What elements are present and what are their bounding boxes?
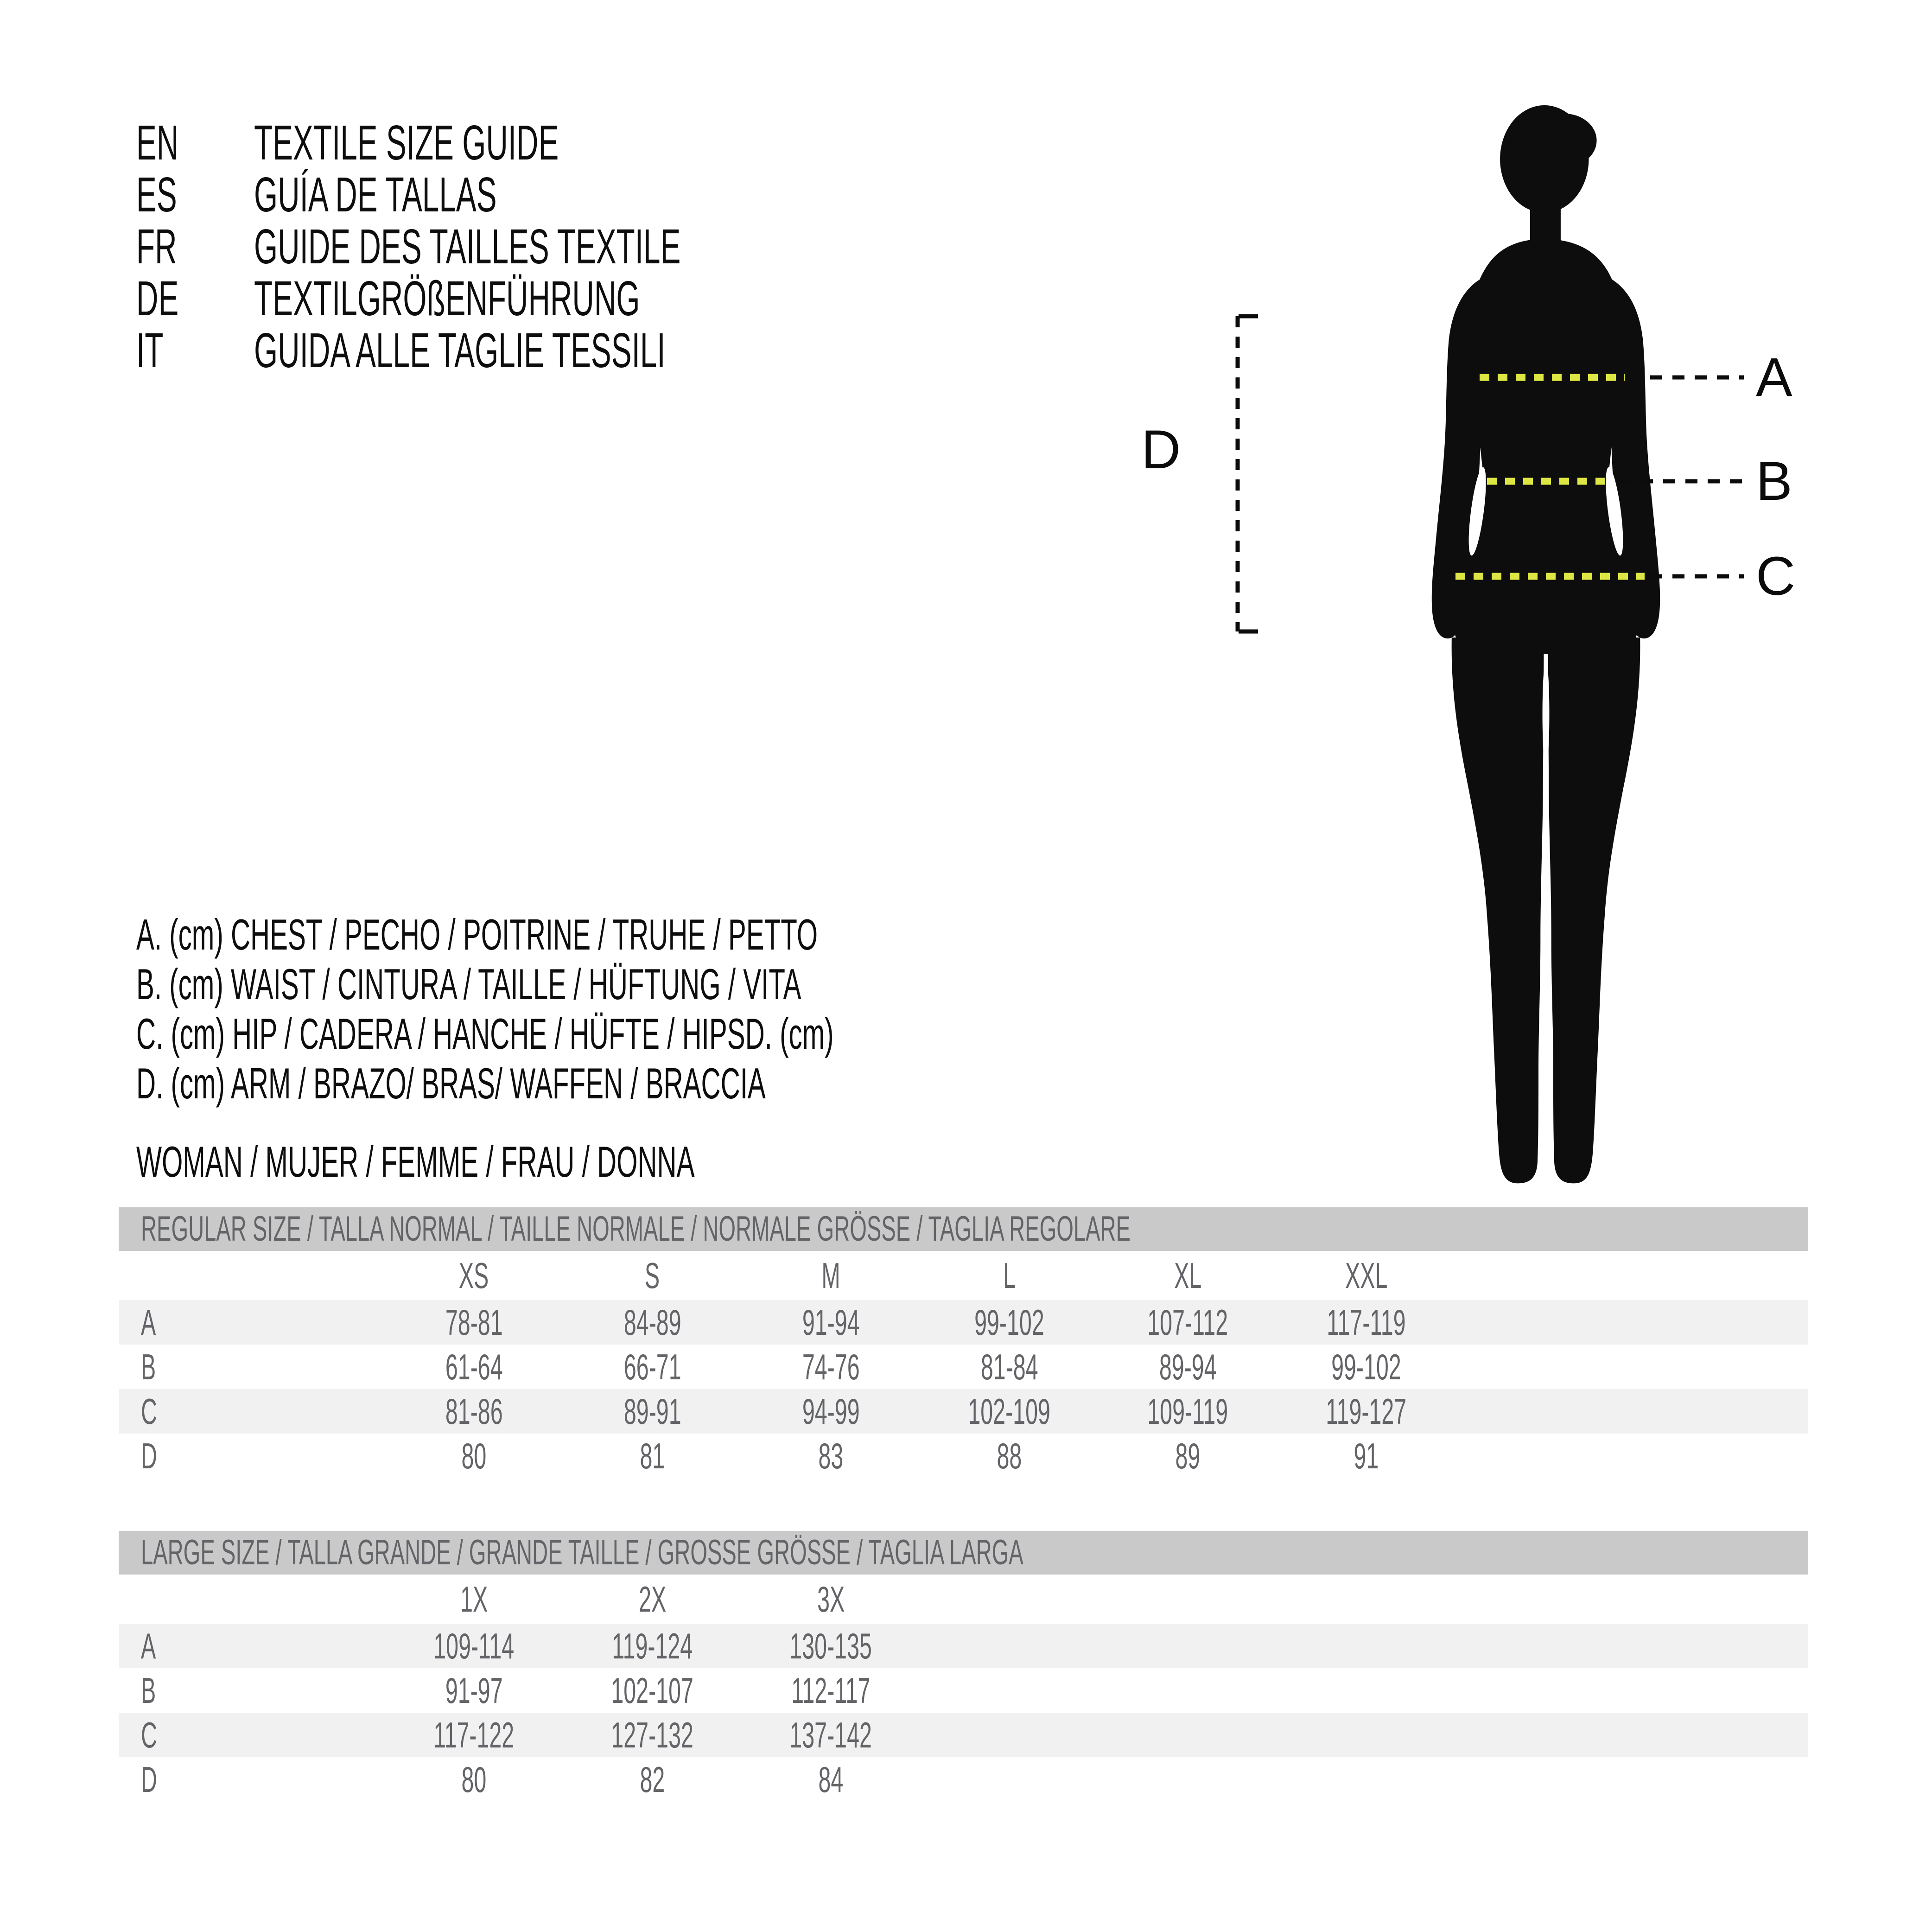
- value-cell: 127-132: [611, 1715, 694, 1755]
- large-row-hip: [119, 1713, 1808, 1757]
- guide-title-fr: GUIDE DES TAILLES TEXTILE: [254, 219, 681, 274]
- language-code: FR: [136, 219, 177, 274]
- large-row-waist: [119, 1668, 1808, 1713]
- value-cell: 119-127: [1326, 1391, 1407, 1432]
- value-cell: 117-122: [433, 1715, 515, 1755]
- regular-row-arm: [119, 1434, 1808, 1478]
- value-cell: 89-94: [1159, 1346, 1217, 1387]
- row-label: B: [141, 1346, 156, 1387]
- regular-size-header-bar: [119, 1207, 1808, 1251]
- guide-title-es: GUÍA DE TALLAS: [254, 167, 497, 222]
- value-cell: 137-142: [789, 1715, 872, 1755]
- arm-marker-label: D: [1141, 419, 1181, 480]
- waist-marker-label: B: [1756, 451, 1792, 512]
- value-cell: 107-112: [1147, 1302, 1228, 1343]
- value-cell: 83: [818, 1435, 844, 1476]
- value-cell: 99-102: [1331, 1346, 1401, 1387]
- row-label: C: [141, 1715, 157, 1755]
- large-size-columns-row: [119, 1575, 1808, 1624]
- regular-row-chest: [119, 1300, 1808, 1345]
- value-cell: 78-81: [445, 1302, 503, 1343]
- value-cell: 130-135: [789, 1626, 872, 1666]
- guide-title-en: TEXTILE SIZE GUIDE: [254, 115, 559, 170]
- value-cell: 109-119: [1147, 1391, 1228, 1432]
- size-col-s: S: [645, 1255, 660, 1296]
- measurement-legend: [136, 910, 1261, 1186]
- value-cell: 80: [461, 1759, 487, 1800]
- value-cell: 84-89: [623, 1302, 681, 1343]
- hip-marker-label: C: [1756, 546, 1796, 607]
- value-cell: 84: [818, 1759, 844, 1800]
- size-col-l: L: [1003, 1255, 1016, 1296]
- value-cell: 91: [1354, 1435, 1379, 1476]
- size-col-3x: 3X: [817, 1579, 845, 1620]
- size-col-xl: XL: [1174, 1255, 1202, 1296]
- large-size-header-bar: [119, 1531, 1808, 1575]
- legend-gender-text: WOMAN / MUJER / FEMME / FRAU / DONNA: [136, 1137, 695, 1186]
- row-label: A: [141, 1302, 156, 1343]
- value-cell: 66-71: [623, 1346, 681, 1387]
- value-cell: 61-64: [445, 1346, 503, 1387]
- size-col-xxl: XXL: [1345, 1255, 1388, 1296]
- value-cell: 102-109: [968, 1391, 1051, 1432]
- regular-size-table: [119, 1207, 1808, 1478]
- value-cell: 88: [997, 1435, 1022, 1476]
- value-cell: 91-94: [802, 1302, 860, 1343]
- legend-hip: [136, 1009, 1261, 1058]
- language-code: EN: [136, 115, 179, 170]
- value-cell: 81-86: [445, 1391, 503, 1432]
- guide-title-de: TEXTILGRÖßENFÜHRUNG: [254, 271, 640, 326]
- size-col-xs: XS: [459, 1255, 489, 1296]
- large-size-table: [119, 1531, 1808, 1802]
- value-cell: 102-107: [611, 1670, 694, 1711]
- row-label: B: [141, 1670, 156, 1711]
- value-cell: 80: [461, 1435, 487, 1476]
- size-col-2x: 2X: [638, 1579, 667, 1620]
- size-col-1x: 1X: [460, 1579, 488, 1620]
- value-cell: 119-124: [612, 1626, 693, 1666]
- row-label: C: [141, 1391, 157, 1432]
- legend-waist: [136, 959, 1261, 1009]
- legend-arm: [136, 1058, 1261, 1108]
- value-cell: 109-114: [433, 1626, 515, 1666]
- value-cell: 81-84: [980, 1346, 1038, 1387]
- large-size-title: LARGE SIZE / TALLA GRANDE / GRANDE TAILLE / GROSSE GRÖSSE / TAGLIA LARGA: [141, 1533, 1023, 1572]
- language-code: DE: [136, 271, 179, 326]
- value-cell: 89: [1175, 1435, 1201, 1476]
- value-cell: 99-102: [974, 1302, 1044, 1343]
- guide-title-it: GUIDA ALLE TAGLIE TESSILI: [254, 323, 666, 378]
- row-label: A: [141, 1626, 156, 1666]
- legend-arm-text: D. (cm) ARM / BRAZO/ BRAS/ WAFFEN / BRACCIA: [136, 1059, 766, 1108]
- value-cell: 74-76: [802, 1346, 860, 1387]
- regular-row-hip: [119, 1389, 1808, 1434]
- legend-gender: [136, 1137, 1261, 1186]
- value-cell: 112-117: [791, 1670, 871, 1711]
- legend-chest-text: A. (cm) CHEST / PECHO / POITRINE / TRUHE / PETTO: [136, 910, 818, 959]
- value-cell: 82: [640, 1759, 665, 1800]
- large-row-chest: [119, 1624, 1808, 1668]
- value-cell: 117-119: [1327, 1302, 1406, 1343]
- regular-row-waist: [119, 1345, 1808, 1389]
- legend-hip-text: C. (cm) HIP / CADERA / HANCHE / HÜFTE / HIPSD. (cm): [136, 1009, 834, 1058]
- regular-size-columns-row: [119, 1251, 1808, 1300]
- value-cell: 94-99: [802, 1391, 860, 1432]
- regular-size-title: REGULAR SIZE / TALLA NORMAL / TAILLE NORMALE / NORMALE GRÖSSE / TAGLIA REGOLARE: [141, 1209, 1131, 1249]
- value-cell: 91-97: [445, 1670, 503, 1711]
- size-col-m: M: [821, 1255, 840, 1296]
- chest-marker-label: A: [1756, 347, 1792, 408]
- legend-waist-text: B. (cm) WAIST / CINTURA / TAILLE / HÜFTUNG / VITA: [136, 960, 801, 1008]
- legend-chest: [136, 910, 1261, 959]
- row-label: D: [141, 1759, 157, 1800]
- row-label: D: [141, 1435, 157, 1476]
- large-row-arm: [119, 1757, 1808, 1802]
- language-code: IT: [136, 323, 164, 378]
- value-cell: 89-91: [623, 1391, 681, 1432]
- value-cell: 81: [640, 1435, 665, 1476]
- language-code: ES: [136, 167, 177, 222]
